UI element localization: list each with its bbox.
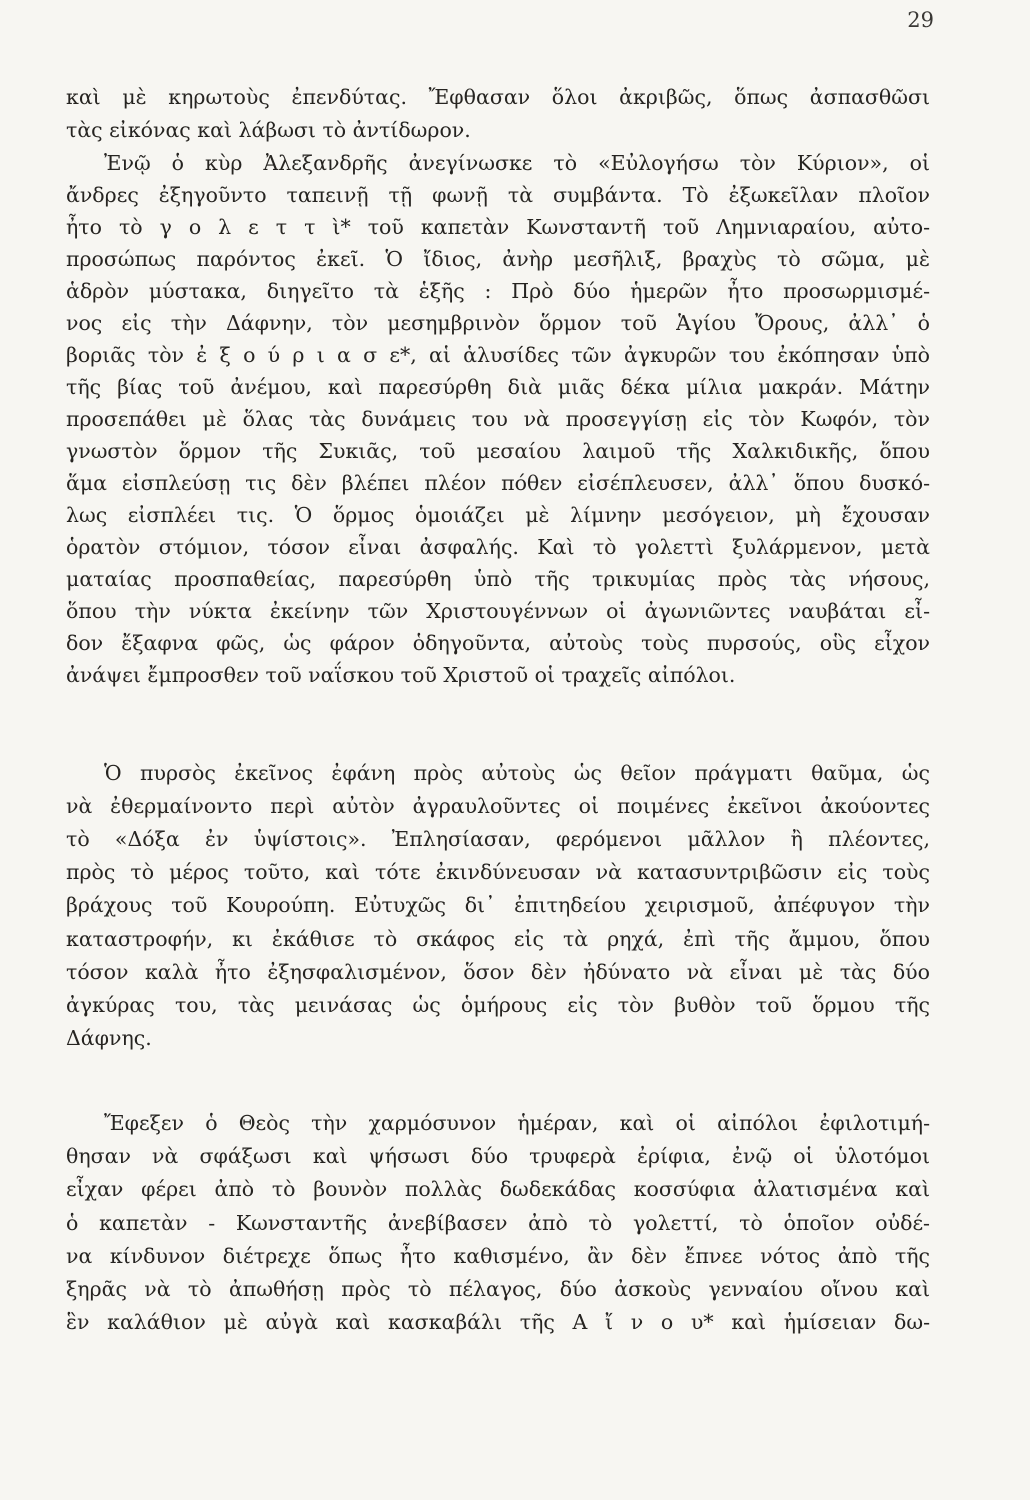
text-line: πρὸς τὸ μέρος τοῦτο, καὶ τότε ἐκινδύνευσαν νὰ κατασυντριβῶσιν εἰς τοὺς (66, 860, 930, 885)
text-line: δον ἔξαφνα φῶς, ὡς φάρον ὁδηγοῦντα, αὐτοὺς τοὺς πυρσούς, οὓς εἶχον (66, 631, 930, 655)
text-line: προσεπάθει μὲ ὅλας τὰς δυνάμεις του νὰ προσεγγίσῃ εἰς τὸν Κωφόν, τὸν (66, 407, 930, 431)
text-line: ἄνδρες ἐξηγοῦντο ταπεινῇ τῇ φωνῇ τὰ συμβάντα. Τὸ ἐξωκεῖλαν πλοῖον (66, 183, 930, 207)
text-line: ξηρᾶς νὰ τὸ ἀπωθήσῃ πρὸς τὸ πέλαγος, δύο ἀσκοὺς γενναίου οἴνου καὶ (66, 1277, 930, 1301)
text-line: ἀνάψει ἔμπροσθεν τοῦ ναΐσκου τοῦ Χριστοῦ οἱ τραχεῖς αἰπόλοι. (66, 663, 736, 687)
text-line: ἓν καλάθιον μὲ αὐγὰ καὶ κασκαβάλι τῆς Α ἴ ν ο υ* καὶ ἡμίσειαν δω- (66, 1310, 930, 1335)
text-line: ἦτο τὸ γ ο λ ε τ τ ὶ* τοῦ καπετὰν Κωνσταντῆ τοῦ Λημνιαραίου, αὐτο- (66, 215, 930, 239)
text-line: τὸ «Δόξα ἐν ὑψίστοις». Ἐπλησίασαν, φερόμενοι μᾶλλον ἢ πλέοντες, (66, 827, 930, 852)
text-line: Δάφνης. (66, 1025, 152, 1050)
text-line: ἀγκύρας του, τὰς μεινάσας ὡς ὁμήρους εἰς τὸν βυθὸν τοῦ ὅρμου τῆς (66, 992, 930, 1017)
text-line: ὁρατὸν στόμιον, τόσον εἶναι ἀσφαλής. Καὶ τὸ γολεττὶ ξυλάρμενον, μετὰ (66, 535, 930, 559)
text-line: λως εἰσπλέει τις. Ὁ ὅρμος ὁμοιάζει μὲ λίμνην μεσόγειον, μὴ ἔχουσαν (66, 503, 930, 527)
text-line: ὅπου τὴν νύκτα ἐκείνην τῶν Χριστουγέννων οἱ ἀγωνιῶντες ναυβάται εἶ- (66, 599, 930, 623)
text-line: τόσον καλὰ ἦτο ἐξησφαλισμένον, ὅσον δὲν ἠδύνατο νὰ εἶναι μὲ τὰς δύο (66, 959, 930, 984)
text-line: ἁδρὸν μύστακα, διηγεῖτο τὰ ἑξῆς : Πρὸ δύο ἡμερῶν ἦτο προσωρμισμέ- (66, 279, 930, 303)
text-line: τῆς βίας τοῦ ἀνέμου, καὶ παρεσύρθη διὰ μιᾶς δέκα μίλια μακράν. Μάτην (66, 375, 930, 399)
text-line: καὶ μὲ κηρωτοὺς ἐπενδύτας. Ἔφθασαν ὅλοι ἀκριβῶς, ὅπως ἀσπασθῶσι (66, 85, 930, 109)
text-line: να κίνδυνον διέτρεχε ὅπως ἦτο καθισμένο, ἂν δὲν ἔπνεε νότος ἀπὸ τῆς (66, 1243, 930, 1268)
text-line: Ὁ πυρσὸς ἐκεῖνος ἐφάνη πρὸς αὐτοὺς ὡς θεῖον πράγματι θαῦμα, ὡς (104, 761, 930, 785)
text-line: ὁ καπετὰν - Κωνσταντῆς ἀνεβίβασεν ἀπὸ τὸ γολεττί, τὸ ὁποῖον οὐδέ- (66, 1210, 930, 1235)
text-line: εἶχαν φέρει ἀπὸ τὸ βουνὸν πολλὰς δωδεκάδας κοσσύφια ἁλατισμένα καὶ (66, 1177, 930, 1202)
text-line: ἅμα εἰσπλεύσῃ τις δὲν βλέπει πλέον πόθεν εἰσέπλευσεν, ἀλλ᾽ ὅπου δυσκό- (66, 471, 930, 495)
text-line: Ἐνῷ ὁ κὺρ Ἀλεξανδρῆς ἀνεγίνωσκε τὸ «Εὐλογήσω τὸν Κύριον», οἱ (104, 151, 930, 175)
page-number: 29 (907, 8, 934, 32)
text-line: βράχους τοῦ Κουρούπη. Εὐτυχῶς δι᾽ ἐπιτηδείου χειρισμοῦ, ἀπέφυγον τὴν (66, 893, 930, 918)
text-line: γνωστὸν ὅρμον τῆς Συκιᾶς, τοῦ μεσαίου λαιμοῦ τῆς Χαλκιδικῆς, ὅπου (66, 439, 930, 463)
text-line: προσώπως παρόντος ἐκεῖ. Ὁ ἴδιος, ἀνὴρ μεσῆλιξ, βραχὺς τὸ σῶμα, μὲ (66, 247, 930, 271)
text-line: Ἔφεξεν ὁ Θεὸς τὴν χαρμόσυνον ἡμέραν, καὶ οἱ αἰπόλοι ἐφιλοτιμή- (104, 1111, 930, 1135)
text-line: καταστροφήν, κι ἐκάθισε τὸ σκάφος εἰς τὰ ρηχά, ἐπὶ τῆς ἄμμου, ὅπου (66, 926, 930, 951)
text-line: νος εἰς τὴν Δάφνην, τὸν μεσημβρινὸν ὅρμον τοῦ Ἁγίου Ὄρους, ἀλλ᾽ ὁ (66, 311, 930, 335)
text-line: νὰ ἐθερμαίνοντο περὶ αὐτὸν ἀγραυλοῦντες οἱ ποιμένες ἐκεῖνοι ἀκούοντες (66, 794, 930, 819)
text-line: βοριᾶς τὸν ἐ ξ ο ύ ρ ι α σ ε*, αἱ ἁλυσίδες τῶν ἀγκυρῶν του ἐκόπησαν ὑπὸ (66, 343, 930, 367)
text-line: τὰς εἰκόνας καὶ λάβωσι τὸ ἀντίδωρον. (66, 118, 471, 143)
text-line: θησαν νὰ σφάξωσι καὶ ψήσωσι δύο τρυφερὰ ἐρίφια, ἐνῷ οἱ ὑλοτόμοι (66, 1144, 930, 1169)
text-line: ματαίας προσπαθείας, παρεσύρθη ὑπὸ τῆς τρικυμίας πρὸς τὰς νήσους, (66, 567, 930, 591)
